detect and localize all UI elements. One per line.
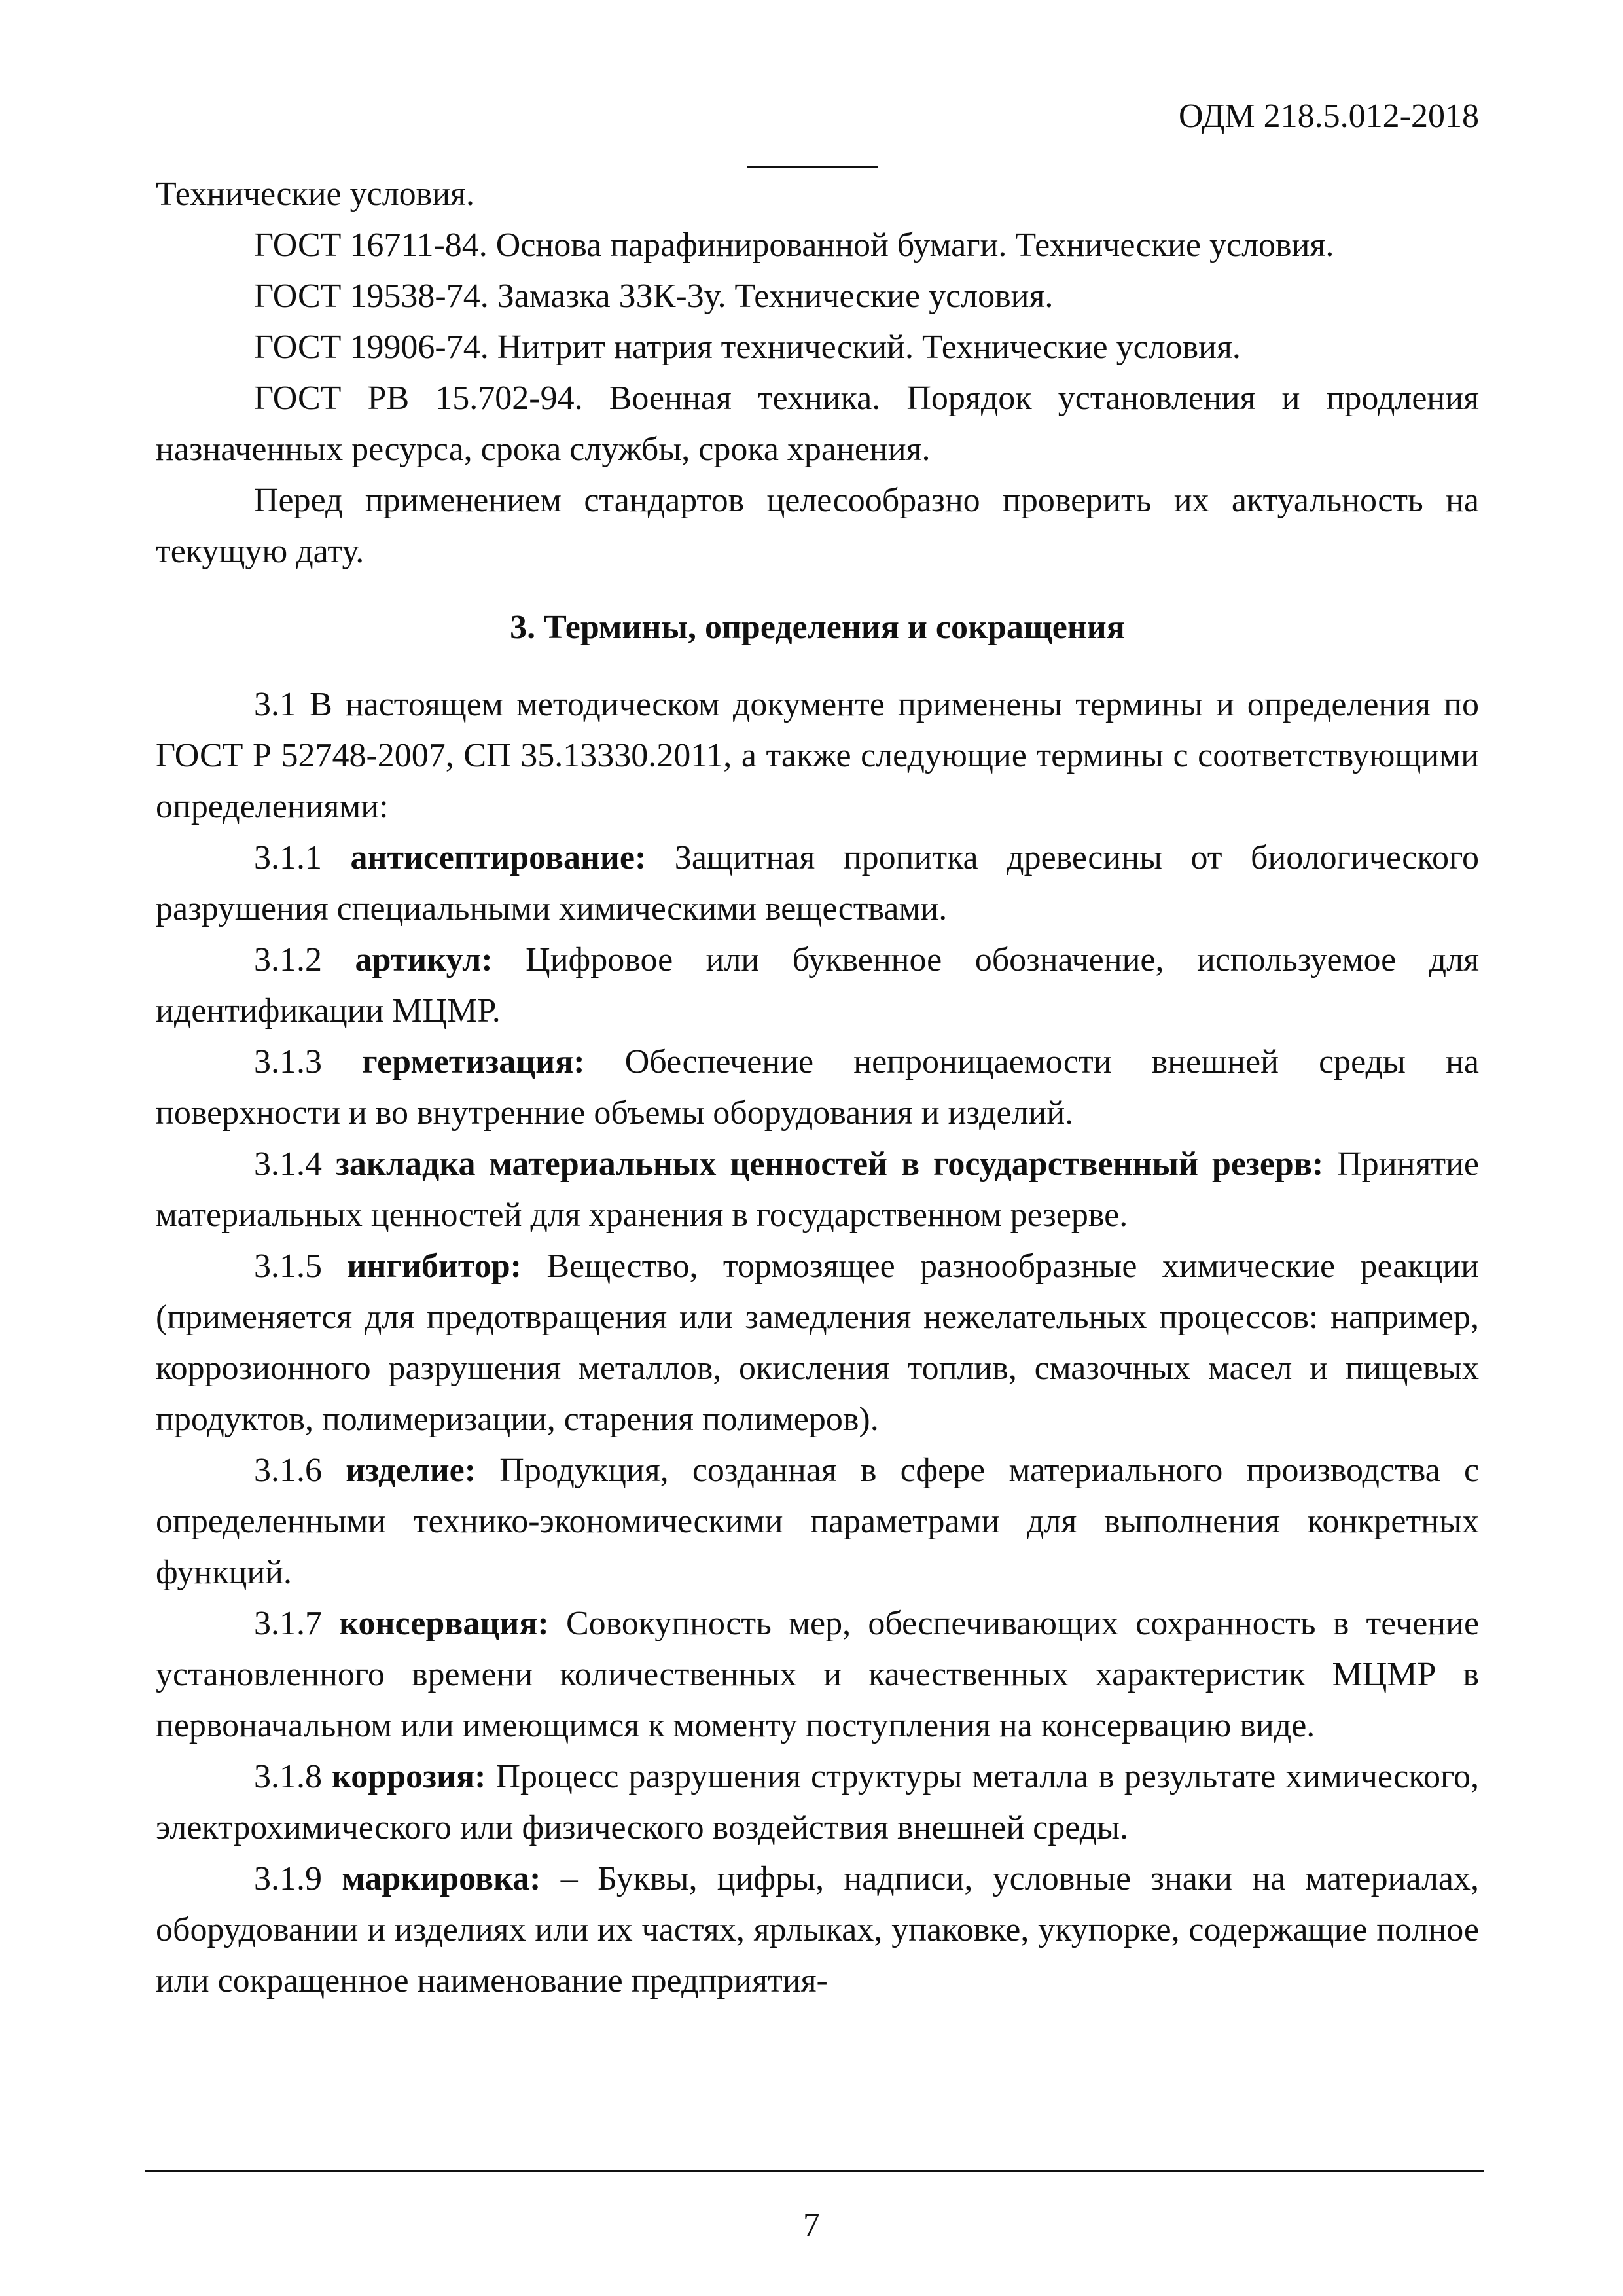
term-number: 3.1.9 bbox=[254, 1860, 322, 1897]
term-number: 3.1.5 bbox=[254, 1247, 322, 1285]
section-intro: 3.1 В настоящем методическом документе применены термины и определения по ГОСТ Р 52748-2007, СП 35.13330.2011, а также следующие термины с соответствующими определениями: bbox=[156, 686, 1479, 825]
term-entry bbox=[156, 935, 1479, 1037]
term-number: 3.1.7 bbox=[254, 1605, 322, 1642]
term-definition: Цифровое или буквенное обозначение, используемое для идентификации МЦМР. bbox=[156, 941, 1479, 1030]
term-entry bbox=[156, 1139, 1479, 1241]
page-content bbox=[156, 169, 1479, 2007]
term-number: 3.1.6 bbox=[254, 1452, 322, 1489]
term-name: закладка материальных ценностей в государственный резерв: bbox=[335, 1145, 1324, 1183]
term-definition: Продукция, созданная в сфере материального производства с определенными технико-экономическими параметрами для выполнения конкретных функций. bbox=[156, 1452, 1480, 1591]
paragraph: ГОСТ 16711-84. Основа парафинированной бумаги. Технические условия. bbox=[254, 226, 1334, 264]
term-name: артикул: bbox=[355, 941, 493, 978]
term-name: антисептирование: bbox=[350, 839, 647, 876]
paragraph: ГОСТ РВ 15.702-94. Военная техника. Порядок установления и продления назначенных ресурса, срока службы, срока хранения. bbox=[156, 380, 1479, 468]
term-entry bbox=[156, 1037, 1479, 1139]
term-entry bbox=[156, 1241, 1479, 1445]
term-definition: Вещество, тормозящее разнообразные химические реакции (применяется для предотвращения или замедления нежелательных процессов: например, коррозионного разрушения металлов, окисления топлив, смазочных масел и пищевых продуктов, полимеризации, старения полимеров). bbox=[156, 1247, 1480, 1438]
term-definition: Принятие материальных ценностей для хранения в государственном резерве. bbox=[156, 1145, 1480, 1234]
term-number: 3.1.2 bbox=[254, 941, 322, 978]
term-definition: Процесс разрушения структуры металла в результате химического, электрохимического или физического воздействия внешней среды. bbox=[156, 1758, 1480, 1846]
term-entry bbox=[156, 1751, 1479, 1854]
term-name: маркировка: bbox=[342, 1860, 541, 1897]
term-name: ингибитор: bbox=[347, 1247, 522, 1285]
footer-divider bbox=[145, 2170, 1484, 2172]
term-name: изделие: bbox=[346, 1452, 476, 1489]
term-definition: – Буквы, цифры, надписи, условные знаки на материалах, оборудовании и изделиях или их частях, ярлыках, упаковке, укупорке, содержащие полное или сокращенное наименование предприятия- bbox=[156, 1860, 1480, 2000]
paragraph: ГОСТ 19538-74. Замазка ЗЗК-3у. Технические условия. bbox=[254, 278, 1054, 315]
term-number: 3.1.3 bbox=[254, 1043, 322, 1081]
term-number: 3.1.8 bbox=[254, 1758, 322, 1795]
page-number: 7 bbox=[803, 2206, 820, 2244]
term-name: коррозия: bbox=[332, 1758, 486, 1795]
term-number: 3.1.4 bbox=[254, 1145, 322, 1183]
term-definition: Защитная пропитка древесины от биологического разрушения специальными химическими веществами. bbox=[156, 839, 1479, 927]
paragraph: Технические условия. bbox=[156, 175, 474, 213]
term-name: консервация: bbox=[339, 1605, 549, 1642]
term-entry bbox=[156, 1598, 1479, 1751]
term-number: 3.1.1 bbox=[254, 839, 322, 876]
paragraph: Перед применением стандартов целесообразно проверить их актуальность на текущую дату. bbox=[156, 482, 1479, 570]
paragraph: ГОСТ 19906-74. Нитрит натрия технический. Технические условия. bbox=[254, 329, 1241, 366]
header-divider bbox=[747, 166, 878, 168]
section-title: 3. Термины, определения и сокращения bbox=[510, 609, 1125, 646]
term-definition: Обеспечение непроницаемости внешней среды на поверхности и во внутренние объемы оборудования и изделий. bbox=[156, 1043, 1480, 1132]
term-definition: Совокупность мер, обеспечивающих сохранность в течение установленного времени количественных и качественных характеристик МЦМР в первоначальном или имеющимся к моменту поступления на консервацию виде. bbox=[156, 1605, 1480, 1744]
document-code: ОДМ 218.5.012-2018 bbox=[1179, 98, 1479, 135]
term-entry bbox=[156, 1445, 1479, 1598]
term-entry bbox=[156, 1854, 1479, 2007]
term-entry bbox=[156, 833, 1479, 935]
term-name: герметизация: bbox=[362, 1043, 585, 1081]
